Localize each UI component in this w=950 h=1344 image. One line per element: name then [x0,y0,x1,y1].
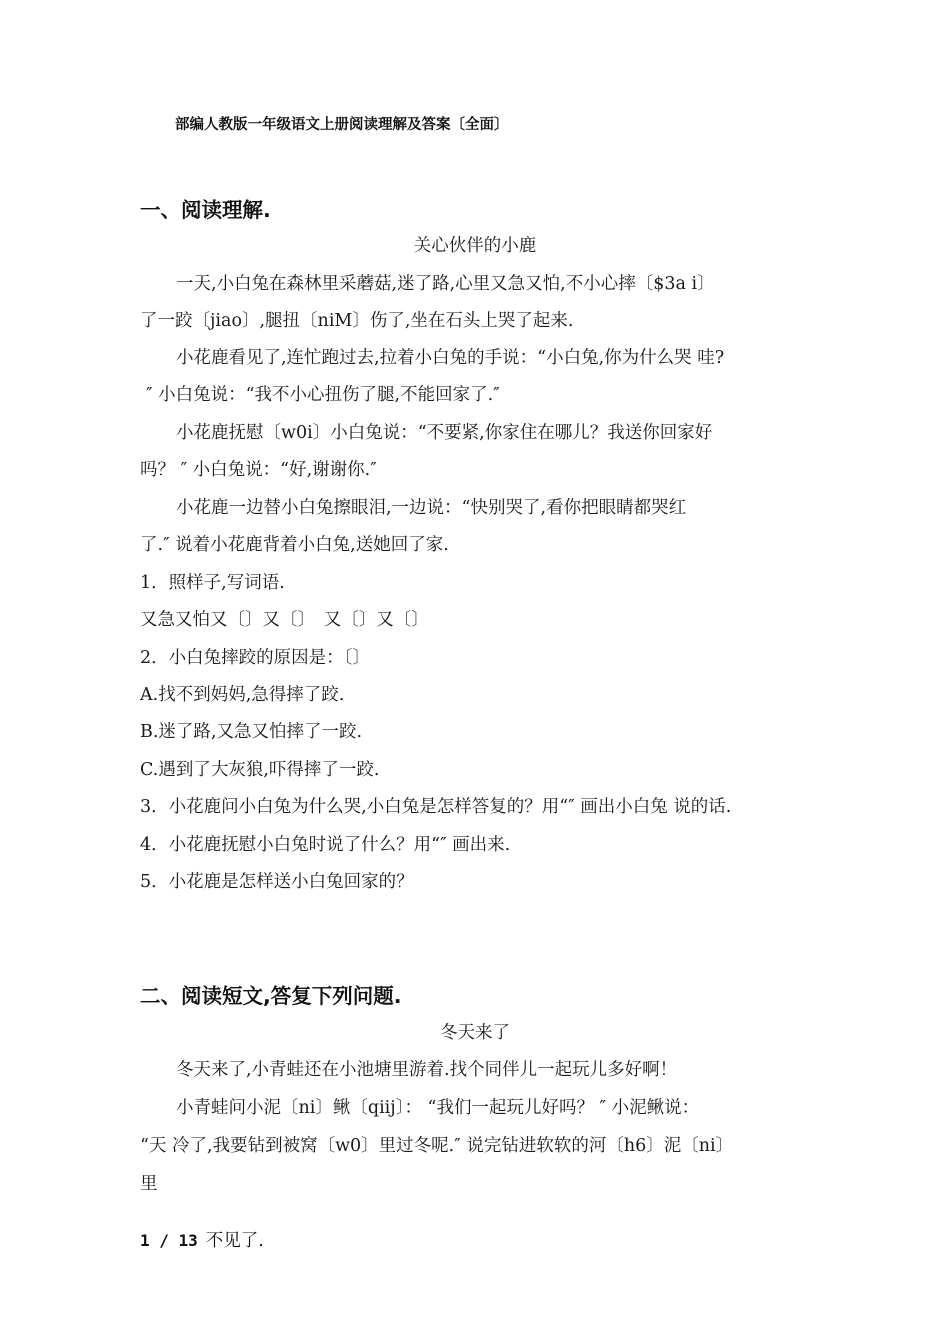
question-line: 5．小花鹿是怎样送小白兔回家的？ [140,872,414,892]
story-2-line: 小青蛙问小泥〔ni〕鳅〔qiij〕： “我们一起玩儿好吗？ ″ 小泥鳅说： [176,1098,700,1118]
section-2-heading: 二、阅读短文,答复下列问题. [140,984,402,1008]
story-2-line: “天 冷了,我要钻到被窝〔w0〕里过冬呢.″ 说完钻进软软的河〔h6〕泥〔ni〕 [140,1136,734,1156]
story-2-line: 里 [140,1174,158,1194]
answer-option: A.找不到妈妈,急得摔了跤. [140,685,345,705]
story-1-line: 吗？ ″ 小白兔说：“好,谢谢你.″ [140,460,377,480]
answer-option: B.迷了路,又急又怕摔了一跤. [140,722,363,742]
footer-text: 不见了. [205,1231,264,1251]
story-1-line: 小花鹿抚慰〔w0i〕小白兔说：“不要紧,你家住在哪儿？我送你回家好 [176,423,713,443]
story-1-title: 关心伙伴的小鹿 [413,236,537,256]
story-1-line: 一天,小白兔在森林里采蘑菇,迷了路,心里又急又怕,不小心摔〔$3a i〕 [176,274,715,294]
question-line: 1．照样子,写词语. [140,573,285,593]
question-line: 3．小花鹿问小白兔为什么哭,小白兔是怎样答复的？用“″ 画出小白兔 说的话. [140,797,732,817]
story-1-line: ″ 小白兔说：“我不小心扭伤了腿,不能回家了.″ [146,385,500,405]
story-1-line: 了.″ 说着小花鹿背着小白兔,送她回了家. [140,535,449,555]
story-1-line: 了一跤〔jiao〕,腿扭〔niM〕伤了,坐在石头上哭了起来. [140,311,574,331]
question-line: 4．小花鹿抚慰小白兔时说了什么？用“″ 画出来. [140,835,511,855]
story-1-line: 小花鹿看见了,连忙跑过去,拉着小白兔的手说：“小白兔,你为什么哭 哇? [176,348,725,368]
question-line: 2．小白兔摔跤的原因是：〔〕 [140,648,370,668]
page-number: 1 / 13 [140,1231,198,1250]
story-2-line: 冬天来了,小青蛙还在小池塘里游着.找个同伴儿一起玩儿多好啊！ [176,1060,678,1080]
question-line: 又急又怕又〔〕又〔〕 又〔〕又〔〕 [140,610,429,630]
section-1-heading: 一、阅读理解. [140,198,271,222]
document-title: 部编人教版一年级语文上册阅读理解及答案〔全面〕 [175,117,509,133]
story-1-line: 小花鹿一边替小白兔擦眼泪,一边说：“快别哭了,看你把眼睛都哭红 [176,498,687,518]
page-footer [140,1227,264,1252]
story-2-title: 冬天来了 [440,1023,510,1043]
answer-option: C.遇到了大灰狼,吓得摔了一跤. [140,760,380,780]
